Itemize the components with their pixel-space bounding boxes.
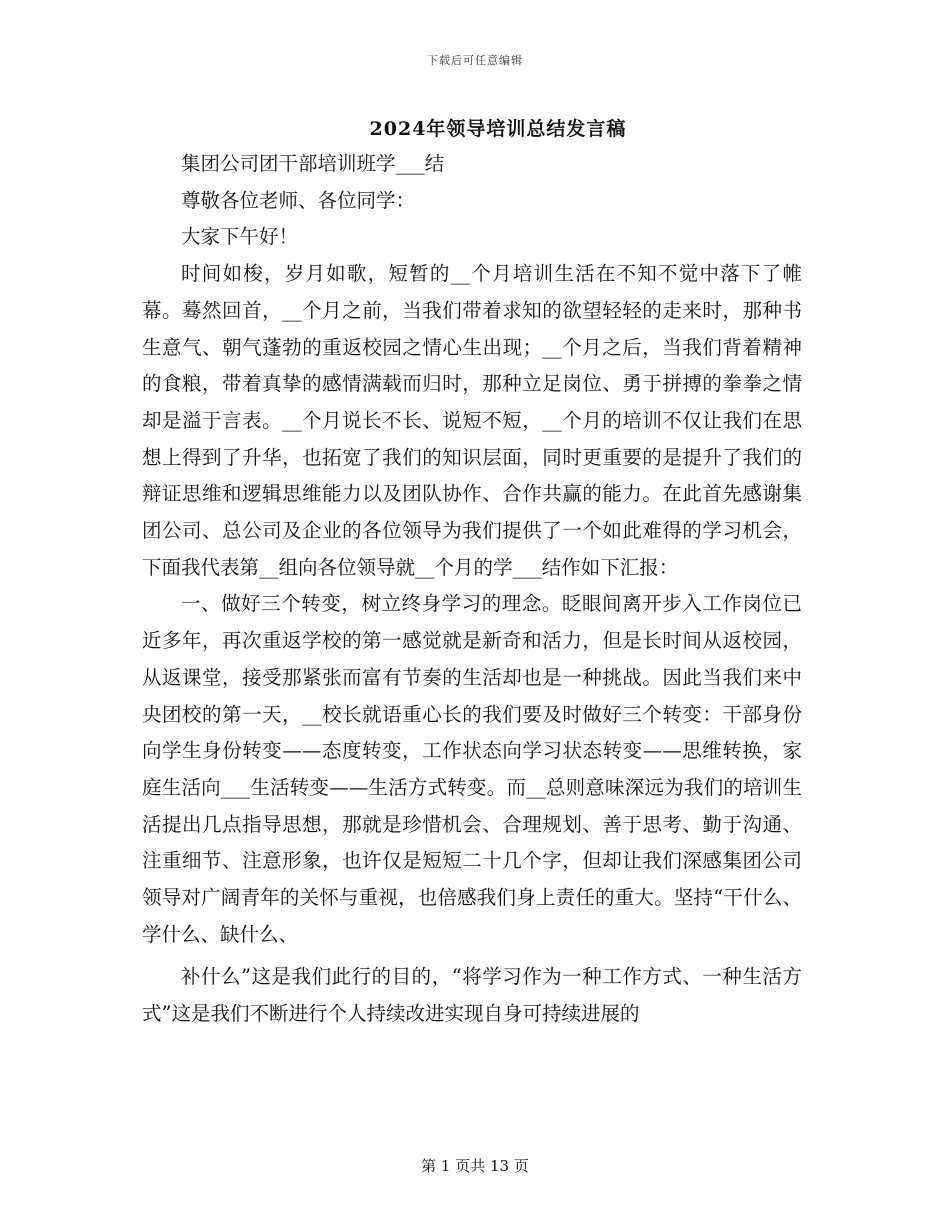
document-title: 2024年领导培训总结发言稿 [369,118,627,140]
paragraph-continuation: 补什么”这是我们此行的目的，“将学习作为一种工作方式、一种生活方式”这是我们不断进行个人持续改进实现自身可持续进展的 [142,965,802,1026]
paragraph-subtitle: 集团公司团干部培训班学___结 [181,152,445,175]
page-number: 第 1 页共 13 页 [421,1157,529,1175]
document-body [142,146,802,1033]
paragraph-intro: 时间如梭，岁月如歌，短暂的__个月培训生活在不知不觉中落下了帷幕。蓦然回首，__个月之前，当我们带着求知的欲望轻轻的走来时，那种书生意气、朝气蓬勃的重返校园之情心生出现；__个月之后，当我们背着精神的食粮，带着真挚的感情满载而归时，那种立足岗位、勇于拼搏的拳拳之情却是溢于言表。__个月说长不长、说短不短，__个月的培训不仅让我们在思想上得到了升华，也拓宽了我们的知识层面，同时更重要的是提升了我们的辩证思维和逻辑思维能力以及团队协作、合作共赢的能力。在此首先感谢集团公司、总公司及企业的各位领导为我们提供了一个如此难得的学习机会，下面我代表第__组向各位领导就__个月的学___结作如下汇报： [142,262,802,579]
paragraph-greeting: 大家下午好！ [181,225,299,249]
paragraph-section-one: 一、做好三个转变，树立终身学习的理念。眨眼间离开步入工作岗位已近多年，再次重返学校的第一感觉就是新奇和活力，但是长时间从返校园，从返课堂，接受那紧张而富有节奏的生活却也是一种挑战。因此当我们来中央团校的第一天，__校长就语重心长的我们要及时做好三个转变：干部身份向学生身份转变——态度转变，工作状态向学习状态转变——思维转换，家庭生活向___生活转变——生活方式转变。而__总则意味深远为我们的培训生活提出几点指导思想，那就是珍惜机会、合理规划、善于思考、勤于沟通、注重细节、注意形象，也许仅是短短二十几个字，但却让我们深感集团公司领导对广阔青年的关怀与重视，也倍感我们身上责任的重大。坚持“干什么、学什么、缺什么、 [142,592,802,946]
header-note: 下载后可任意编辑 [427,54,523,67]
paragraph-salutation: 尊敬各位老师、各位同学： [181,188,416,212]
